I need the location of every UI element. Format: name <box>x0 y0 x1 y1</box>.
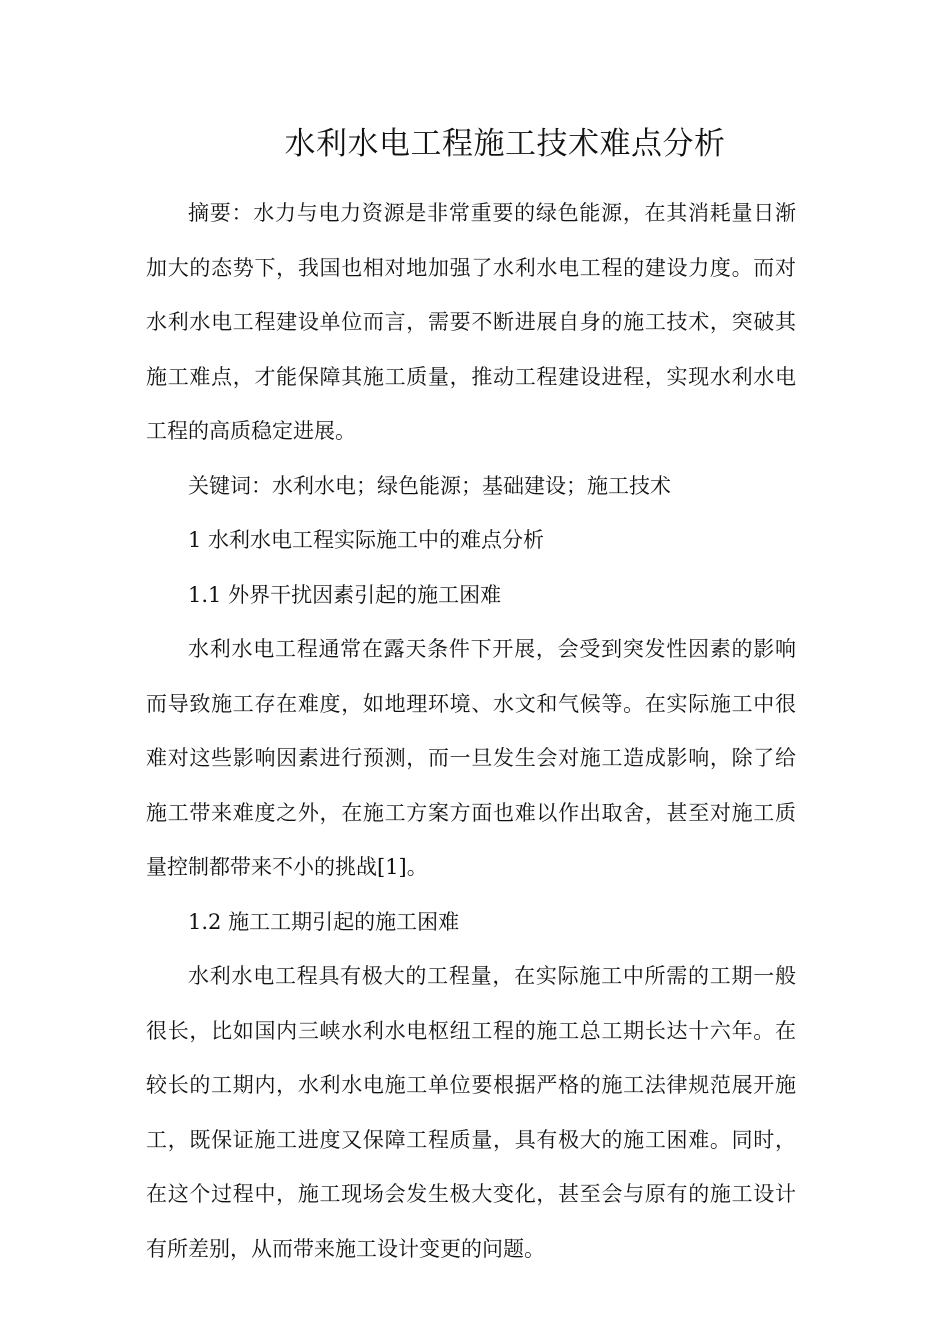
section-1-1-paragraph: 水利水电工程通常在露天条件下开展，会受到突发性因素的影响而导致施工存在难度，如地理环境、水文和气候等。在实际施工中很难对这些影响因素进行预测，而一旦发生会对施工造成影响，除了给施工带来难度之外，在施工方案方面也难以作出取舍，甚至对施工质量控制都带来不小的挑战[1]。 <box>146 637 796 879</box>
section-heading-1-2: 1.2 施工工期引起的施工困难 <box>188 909 460 934</box>
section-1-2-paragraph: 水利水电工程具有极大的工程量，在实际施工中所需的工期一般很长，比如国内三峡水利水电枢纽工程的施工总工期长达十六年。在较长的工期内，水利水电施工单位要根据严格的施工法律规范展开施工，既保证施工进度又保障工程质量，具有极大的施工困难。同时，在这个过程中，施工现场会发生极大变化，甚至会与原有的施工设计有所差别，从而带来施工设计变更的问题。 <box>146 964 796 1261</box>
document-body <box>146 186 796 1276</box>
keywords-paragraph: 关键词：水利水电；绿色能源；基础建设；施工技术 <box>188 473 671 498</box>
section-heading-1-1: 1.1 外界干扰因素引起的施工困难 <box>188 582 502 607</box>
abstract-paragraph: 摘要：水力与电力资源是非常重要的绿色能源，在其消耗量日渐加大的态势下，我国也相对地加强了水利水电工程的建设力度。而对水利水电工程建设单位而言，需要不断进展自身的施工技术，突破其施工难点，才能保障其施工质量，推动工程建设进程，实现水利水电工程的高质稳定进展。 <box>146 201 796 443</box>
document-title: 水利水电工程施工技术难点分析 <box>284 126 726 162</box>
section-heading-1: 1 水利水电工程实际施工中的难点分析 <box>188 528 545 552</box>
